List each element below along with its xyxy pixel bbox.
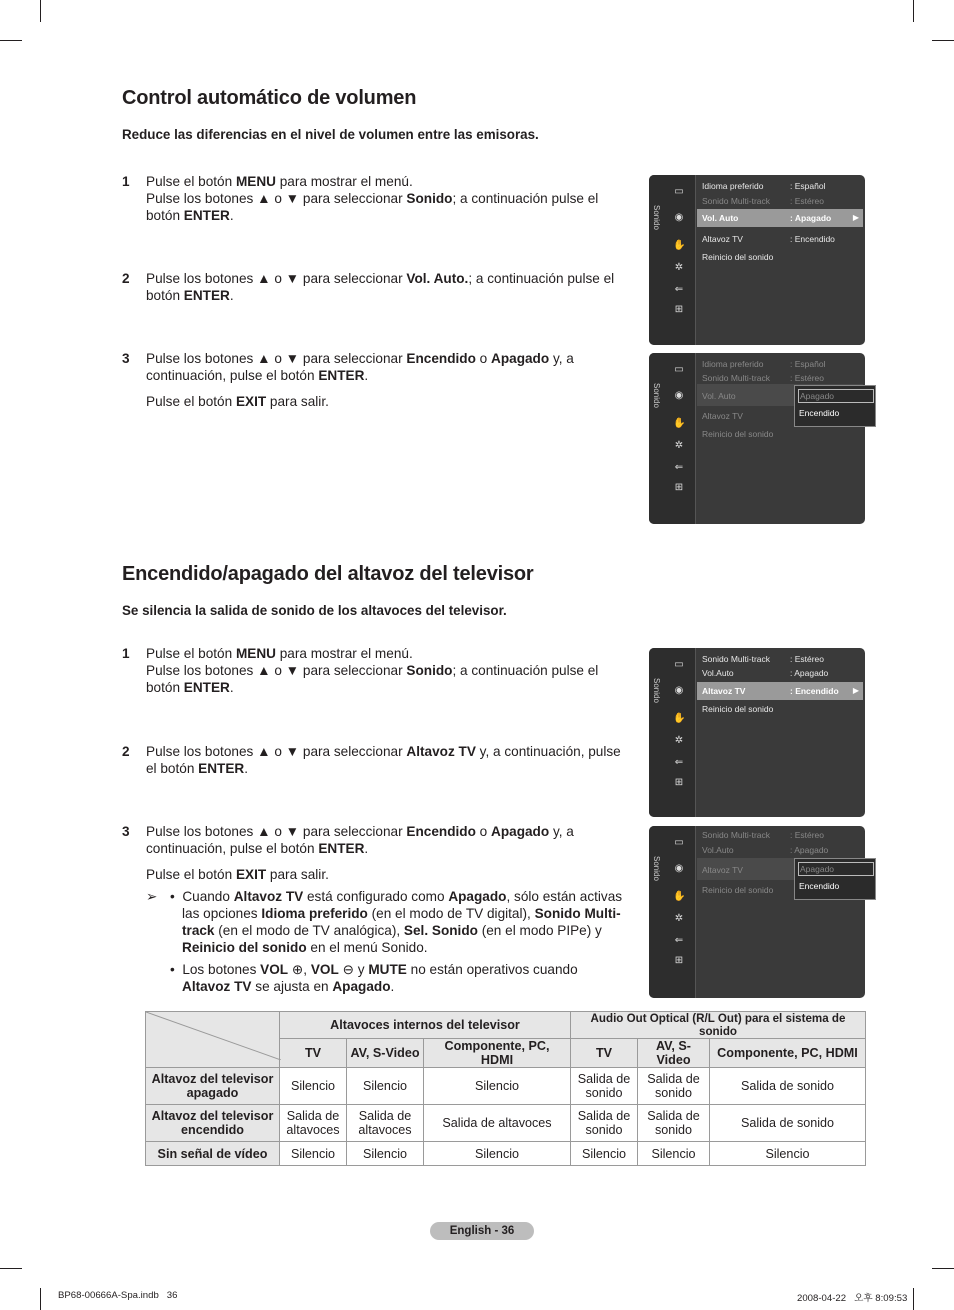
section-subtitle-auto-volume: Reduce las diferencias en el nivel de volumen entre las emisoras.	[122, 127, 539, 142]
application-icon: ⊞	[674, 777, 684, 788]
option-encendido[interactable]: Encendido	[799, 408, 840, 418]
crop-mark	[913, 0, 914, 22]
table-column-header: TV	[280, 1039, 347, 1068]
notes-text: ➢ • Cuando Altavoz TV está configurado como Apagado, sólo están activas las opciones Idioma preferido (en el modo de TV digital), Sonido Multi- track (en el modo de TV analógica), Sel. Sonido (en el modo PIPe) y Reinicio del sonido en el menú Sonido. • Los botones VOL ⊕, VOL ⊖ y MUTE no están operativos cuando Altavoz TV se ajusta en Apagado.	[146, 889, 623, 994]
crop-mark	[932, 1268, 954, 1269]
osd-row[interactable]: Sonido Multi-track : Estéreo	[702, 373, 825, 383]
osd-row[interactable]: Sonido Multi-track : Estéreo	[702, 830, 825, 840]
table-row	[146, 1105, 866, 1142]
osd-row-highlighted[interactable]: Altavoz TV : Encendido ▶	[697, 682, 863, 700]
table-cell: Salida de sonido	[710, 1105, 866, 1142]
osd-options-popup	[794, 385, 876, 427]
osd-row[interactable]: Idioma preferido : Español	[702, 181, 826, 191]
table-cell: Salida de sonido	[710, 1068, 866, 1105]
osd-row[interactable]: Reinicio del sonido	[702, 252, 774, 262]
table-cell: Salida de sonido	[571, 1105, 638, 1142]
diagonal-line	[146, 1012, 281, 1060]
osd-row[interactable]: Altavoz TV	[702, 411, 743, 421]
osd-sound-menu-altavoz	[649, 648, 865, 817]
crop-mark	[913, 1288, 914, 1310]
speaker-output-table	[145, 1011, 866, 1166]
picture-icon: ▭	[674, 364, 684, 375]
table-column-header: AV, S-Video	[347, 1039, 424, 1068]
osd-sidebar	[649, 826, 696, 998]
section-title-auto-volume: Control automático de volumen	[122, 87, 417, 109]
picture-icon: ▭	[674, 659, 684, 670]
step-text: Pulse los botones ▲ o ▼ para seleccionar Encendido o Apagado y, a continuación, pulse el botón ENTER. Pulse el botón EXIT para salir.	[146, 351, 574, 409]
osd-row[interactable]: Vol.Auto : Apagado	[702, 668, 829, 678]
table-row-header: Altavoz del televisor apagado	[146, 1068, 280, 1105]
osd-row[interactable]: Sonido Multi-track : Estéreo	[702, 196, 825, 206]
step-text: Pulse el botón MENU para mostrar el menú. Pulse los botones ▲ o ▼ para seleccionar Sonido; a continuación pulse el botón ENTER.	[146, 174, 599, 223]
osd-sound-menu-vol-auto	[649, 175, 865, 345]
crop-mark	[0, 1268, 22, 1269]
setup-icon: ✲	[674, 440, 684, 451]
channel-icon: ✋	[673, 713, 686, 724]
osd-row-highlighted[interactable]: Vol. Auto : Apagado ▶	[697, 209, 863, 227]
table-group-header: Audio Out Optical (R/L Out) para el sistema de sonido	[571, 1012, 866, 1039]
sound-icon: ◉	[674, 390, 684, 401]
osd-sidebar-label: Sonido	[652, 205, 661, 230]
setup-icon: ✲	[674, 735, 684, 746]
chevron-right-icon: ▶	[852, 686, 859, 695]
application-icon: ⊞	[674, 482, 684, 493]
application-icon: ⊞	[674, 955, 684, 966]
footer-file: BP68-00666A-Spa.indb 36	[58, 1290, 178, 1301]
table-cell: Salida de altavoces	[280, 1105, 347, 1142]
channel-icon: ✋	[673, 891, 686, 902]
step-number: 1	[122, 174, 130, 189]
table-cell: Silencio	[280, 1068, 347, 1105]
crop-mark	[0, 40, 22, 41]
osd-row[interactable]: Altavoz TV : Encendido	[702, 234, 835, 244]
picture-icon: ▭	[674, 837, 684, 848]
osd-row[interactable]: Reinicio del sonido	[702, 885, 774, 895]
chevron-right-icon: ▶	[852, 213, 859, 222]
table-corner-cell	[146, 1012, 280, 1068]
step-number: 2	[122, 271, 130, 286]
setup-icon: ✲	[674, 913, 684, 924]
table-column-header: TV	[571, 1039, 638, 1068]
table-column-header: Componente, PC, HDMI	[710, 1039, 866, 1068]
option-apagado[interactable]: Apagado	[798, 862, 874, 876]
osd-row[interactable]: Vol. Auto	[702, 391, 736, 401]
table-row-header: Altavoz del televisor encendido	[146, 1105, 280, 1142]
table-column-header: Componente, PC, HDMI	[424, 1039, 571, 1068]
sound-icon: ◉	[674, 863, 684, 874]
input-icon: ⇐	[674, 935, 684, 946]
osd-row[interactable]: Idioma preferido : Español	[702, 359, 826, 369]
table-cell: Salida de sonido	[638, 1068, 710, 1105]
osd-sidebar-label: Sonido	[652, 856, 661, 881]
osd-sound-menu-altavoz-options	[649, 826, 865, 998]
osd-row[interactable]: Sonido Multi-track : Estéreo	[702, 654, 825, 664]
table-cell: Salida de altavoces	[424, 1105, 571, 1142]
table-group-header: Altavoces internos del televisor	[280, 1012, 571, 1039]
osd-sidebar	[649, 648, 696, 817]
setup-icon: ✲	[674, 262, 684, 273]
step-text: Pulse los botones ▲ o ▼ para seleccionar Altavoz TV y, a continuación, pulse el botón ENTER.	[146, 744, 621, 776]
table-row-header: Sin señal de vídeo	[146, 1142, 280, 1166]
table-row	[146, 1142, 866, 1166]
table-cell: Salida de sonido	[571, 1068, 638, 1105]
osd-sidebar-label: Sonido	[652, 383, 661, 408]
osd-row[interactable]: Reinicio del sonido	[702, 704, 774, 714]
step-text: Pulse los botones ▲ o ▼ para seleccionar Encendido o Apagado y, a continuación, pulse el botón ENTER. Pulse el botón EXIT para salir.	[146, 824, 574, 882]
osd-sidebar	[649, 353, 696, 524]
crop-mark	[40, 1288, 41, 1310]
table-cell: Silencio	[280, 1142, 347, 1166]
channel-icon: ✋	[673, 240, 686, 251]
application-icon: ⊞	[674, 304, 684, 315]
input-icon: ⇐	[674, 284, 684, 295]
table-cell: Silencio	[424, 1142, 571, 1166]
sound-icon: ◉	[674, 212, 684, 223]
table-row	[146, 1068, 866, 1105]
step-number: 1	[122, 646, 130, 661]
table-cell: Silencio	[347, 1142, 424, 1166]
osd-sidebar-label: Sonido	[652, 678, 661, 703]
table-cell: Silencio	[638, 1142, 710, 1166]
crop-mark	[40, 0, 41, 22]
osd-row[interactable]: Altavoz TV	[702, 865, 743, 875]
input-icon: ⇐	[674, 462, 684, 473]
osd-row[interactable]: Vol.Auto : Apagado	[702, 845, 829, 855]
section-title-tv-speaker: Encendido/apagado del altavoz del televisor	[122, 563, 534, 585]
step-number: 3	[122, 351, 130, 366]
table-cell: Salida de altavoces	[347, 1105, 424, 1142]
crop-mark	[932, 40, 954, 41]
input-icon: ⇐	[674, 757, 684, 768]
table-cell: Salida de sonido	[638, 1105, 710, 1142]
section-subtitle-tv-speaker: Se silencia la salida de sonido de los altavoces del televisor.	[122, 603, 507, 618]
osd-sidebar	[649, 175, 696, 345]
step-number: 2	[122, 744, 130, 759]
osd-sound-menu-vol-auto-options	[649, 353, 865, 524]
page-number-badge: English - 36	[430, 1222, 534, 1240]
step-text: Pulse el botón MENU para mostrar el menú. Pulse los botones ▲ o ▼ para seleccionar Sonido; a continuación pulse el botón ENTER.	[146, 646, 599, 695]
osd-row[interactable]: Reinicio del sonido	[702, 429, 774, 439]
table-cell: Silencio	[424, 1068, 571, 1105]
option-encendido[interactable]: Encendido	[799, 881, 840, 891]
picture-icon: ▭	[674, 186, 684, 197]
footer-datetime: 2008-04-22 오후 8:09:53	[797, 1293, 908, 1304]
sound-icon: ◉	[674, 685, 684, 696]
option-apagado[interactable]: Apagado	[798, 389, 874, 403]
step-text: Pulse los botones ▲ o ▼ para seleccionar Vol. Auto.; a continuación pulse el botón ENTER.	[146, 271, 615, 303]
table-cell: Silencio	[710, 1142, 866, 1166]
osd-options-popup	[794, 858, 876, 900]
channel-icon: ✋	[673, 418, 686, 429]
table-cell: Silencio	[347, 1068, 424, 1105]
table-column-header: AV, S-Video	[638, 1039, 710, 1068]
table-cell: Silencio	[571, 1142, 638, 1166]
step-number: 3	[122, 824, 130, 839]
